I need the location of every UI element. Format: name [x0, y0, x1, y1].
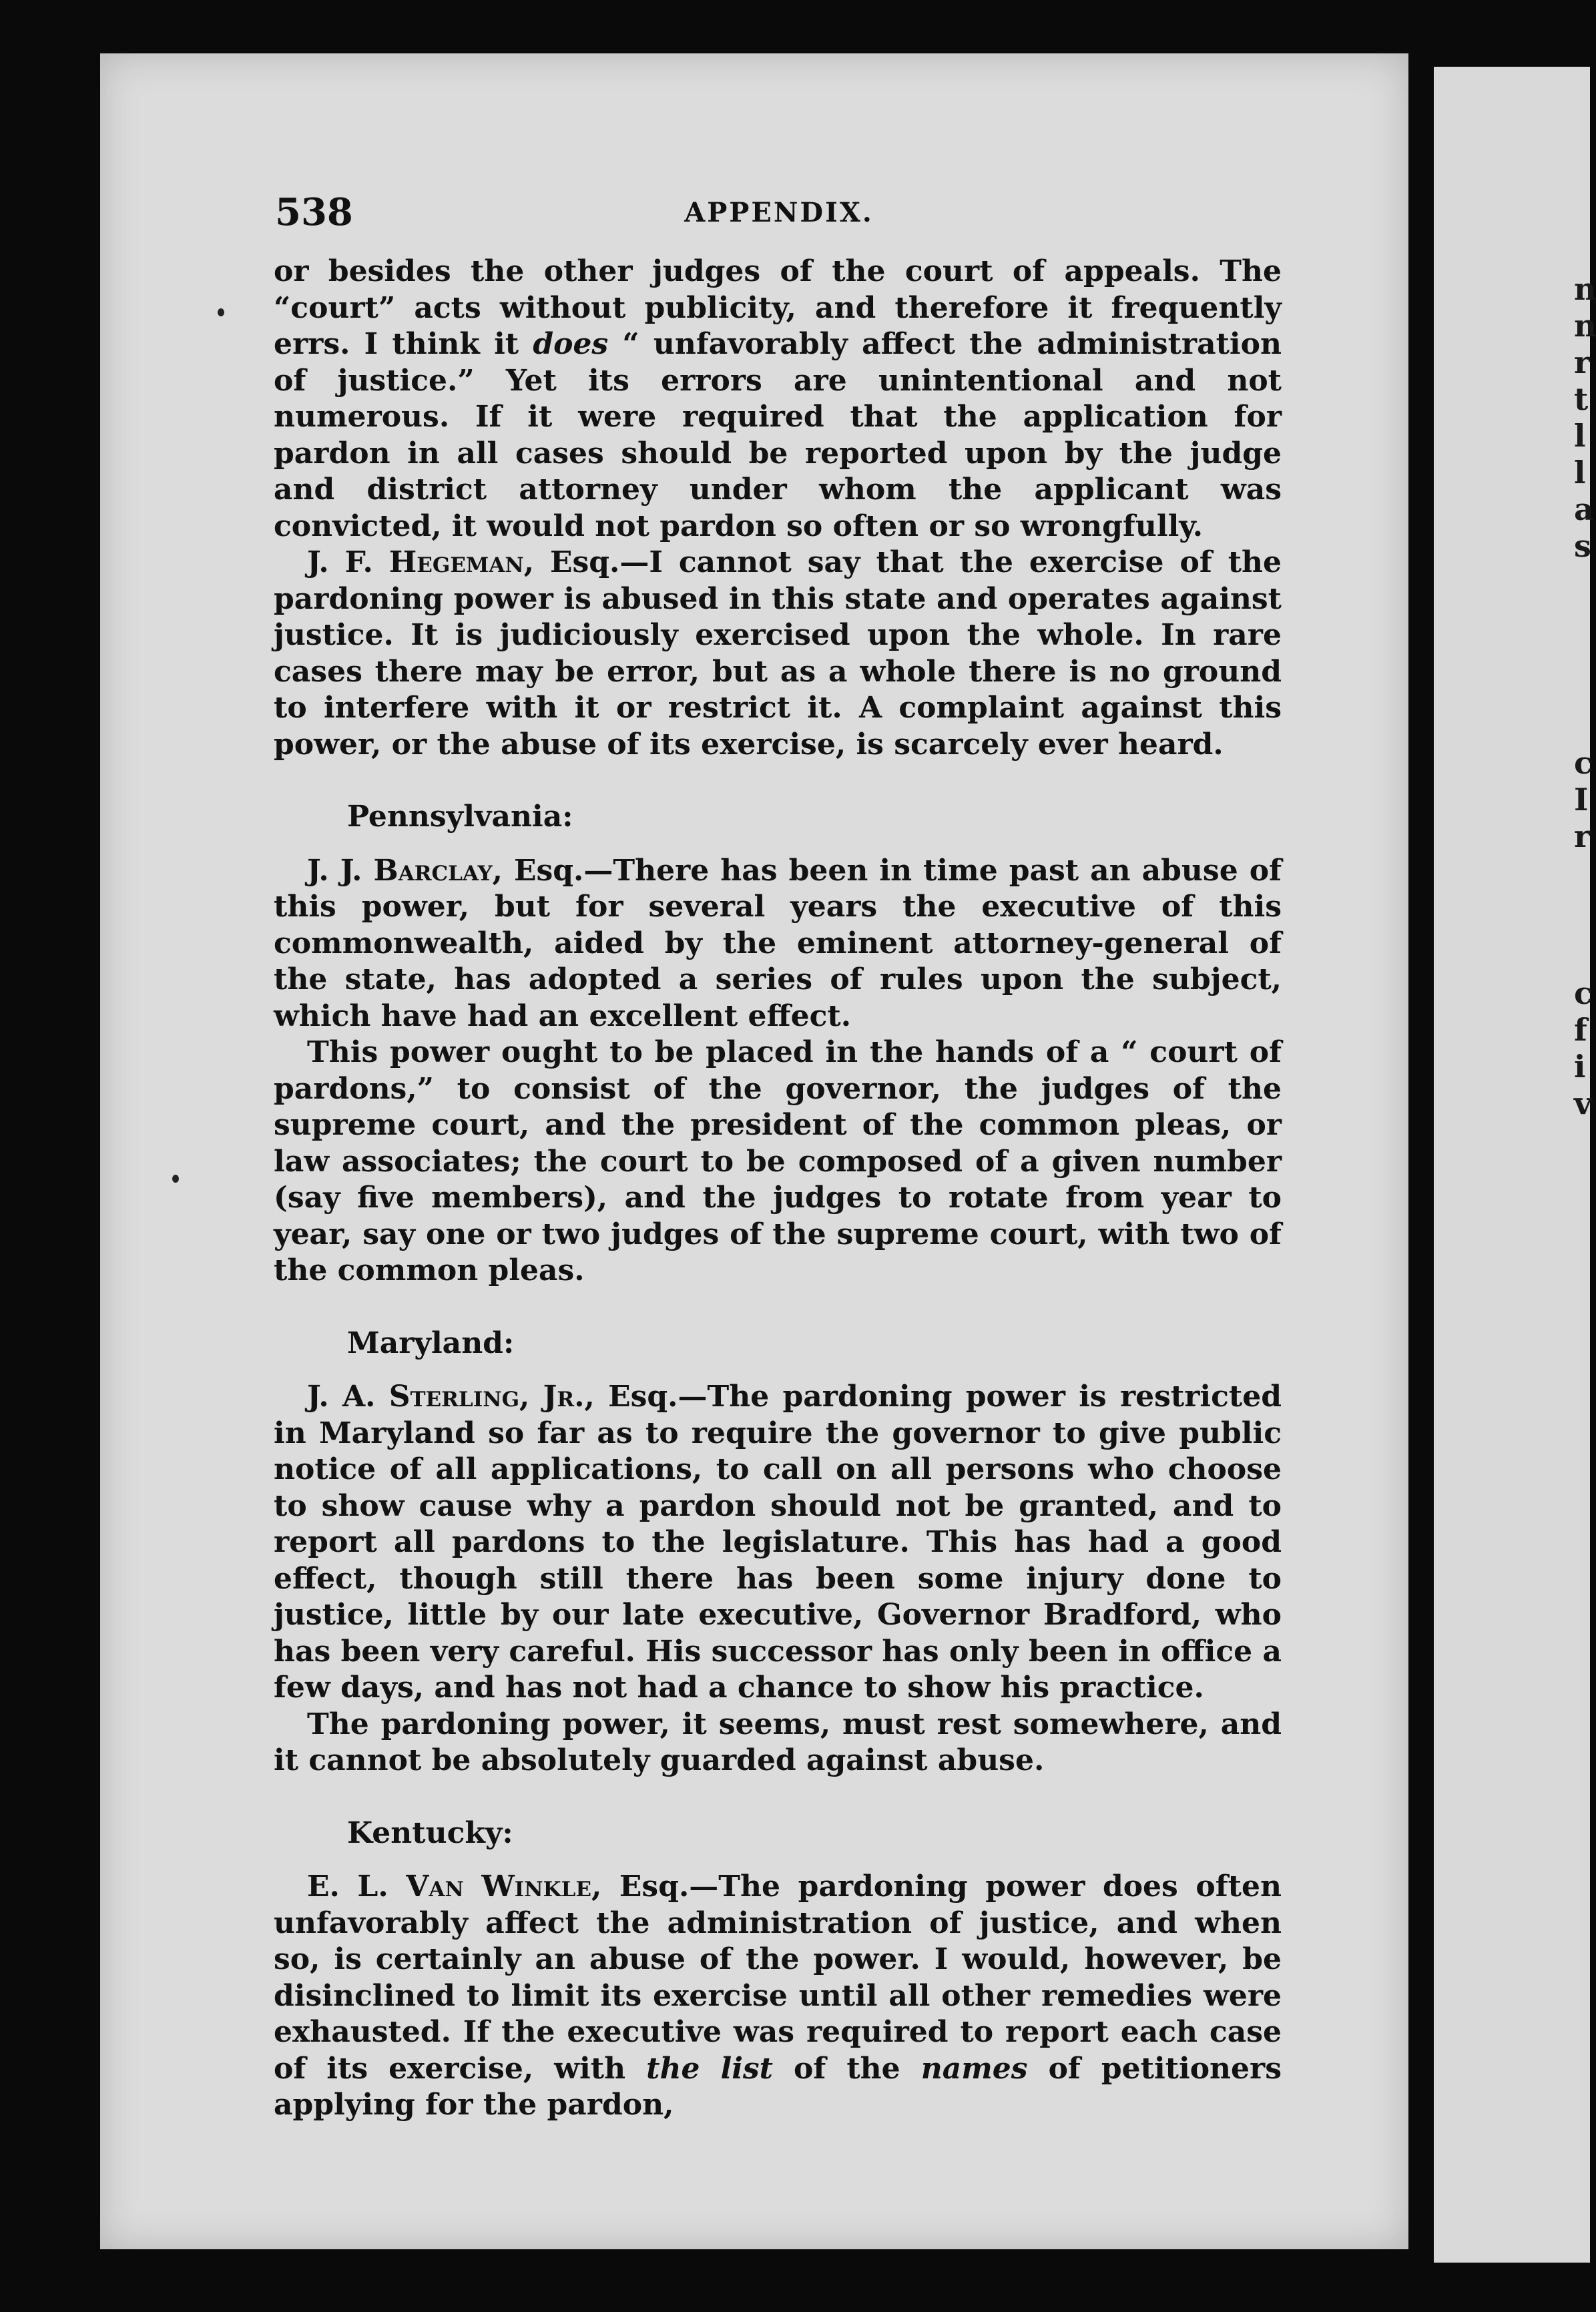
adjacent-page-edge [1434, 67, 1596, 2263]
adjacent-fragment: l [1574, 418, 1586, 454]
section-heading: Kentucky: [347, 1815, 513, 1850]
speaker-name: E. L. Van Winkle [307, 1869, 591, 1904]
page-header [275, 190, 1283, 237]
adjacent-fragment: r [1574, 344, 1591, 380]
adjacent-fragment: a [1574, 491, 1594, 527]
paragraph: The pardoning power, it seems, must rest somewhere, and it cannot be absolutely guarded against abuse. [274, 1707, 1282, 1777]
adjacent-fragment: v [1574, 1085, 1592, 1121]
adjacent-fragment: n [1574, 271, 1596, 307]
section-heading: Maryland: [347, 1326, 515, 1360]
adjacent-fragment: f [1574, 1012, 1587, 1048]
running-head: APPENDIX. [684, 197, 874, 228]
paragraph: J. J. Barclay, Esq.—There has been in time past an abuse of this power, but for several years the executive of this commonwealth, aided by the eminent attorney-general of the state, has adopted a series of rules upon the subject, which have had an excellent effect. [274, 853, 1282, 1033]
adjacent-fragment: l [1574, 455, 1586, 491]
ink-speck [218, 308, 224, 316]
adjacent-fragment: t [1574, 381, 1589, 417]
page-body [274, 254, 1282, 2124]
adjacent-fragment: r [1574, 818, 1591, 854]
ink-speck [172, 1175, 179, 1183]
paragraph: J. F. Hegeman, Esq.—I cannot say that the exercise of the pardoning power is abused in this state and operates against justice. It is judiciously exercised upon the whole. In rare cases there may be error, but as a whole there is no ground to interfere with it or restrict it. A complaint against this power, or the abuse of its exercise, is scarcely ever heard. [274, 545, 1282, 762]
adjacent-fragment: n [1574, 308, 1596, 344]
adjacent-fragment: I [1574, 782, 1589, 818]
speaker-name: J. F. Hegeman [307, 545, 524, 579]
adjacent-fragment: i [1574, 1049, 1586, 1085]
paragraph: E. L. Van Winkle, Esq.—The pardoning power does often unfavorably affect the administration of justice, and when so, is certainly an abuse of the power. I would, however, be disinclined to limit its exercise until all other remedies were exhausted. If the executive was required to report each case of its exercise, with the list of the names of petitioners applying for the pardon, [274, 1869, 1282, 2122]
emphasis: the list [646, 2051, 774, 2086]
adjacent-fragment: s [1574, 528, 1591, 564]
paragraph: This power ought to be placed in the hands of a “ court of pardons,” to consist of the governor, the judges of the supreme court, and the president of the common pleas, or law associates; the court to be composed of a given number (say five members), and the judges to rotate from year to year, say one or two judges of the supreme court, with two of the common pleas. [274, 1035, 1282, 1287]
section-heading: Pennsylvania: [347, 800, 573, 834]
adjacent-fragment: c [1574, 745, 1593, 781]
adjacent-fragment: c [1574, 975, 1593, 1011]
emphasis: names [920, 2051, 1028, 2086]
speaker-name: J. A. Sterling, Jr. [307, 1380, 585, 1414]
emphasis: does [533, 327, 609, 361]
speaker-name: J. J. Barclay [307, 853, 493, 888]
page-number: 538 [275, 190, 353, 234]
paragraph: J. A. Sterling, Jr., Esq.—The pardoning power is restricted in Maryland so far as to require the governor to give public notice of all applications, to call on all persons who choose to show cause why a pardon should not be granted, and to report all pardons to the legislature. This has had a good effect, though still there has been some injury done to justice, little by our late executive, Governor Bradford, who has been very careful. His successor has only been in office a few days, and has not had a chance to show his practice. [274, 1380, 1282, 1705]
paragraph: or besides the other judges of the court of appeals. The “court” acts without publicity, and therefore it frequently errs. I think it does “ unfavorably affect the administration of justice.” Yet its errors are unintentional and not numerous. If it were required that the application for pardon in all cases should be reported upon by the judge and district attorney under whom the applicant was convicted, it would not pardon so often or so wrongfully. [274, 254, 1282, 543]
